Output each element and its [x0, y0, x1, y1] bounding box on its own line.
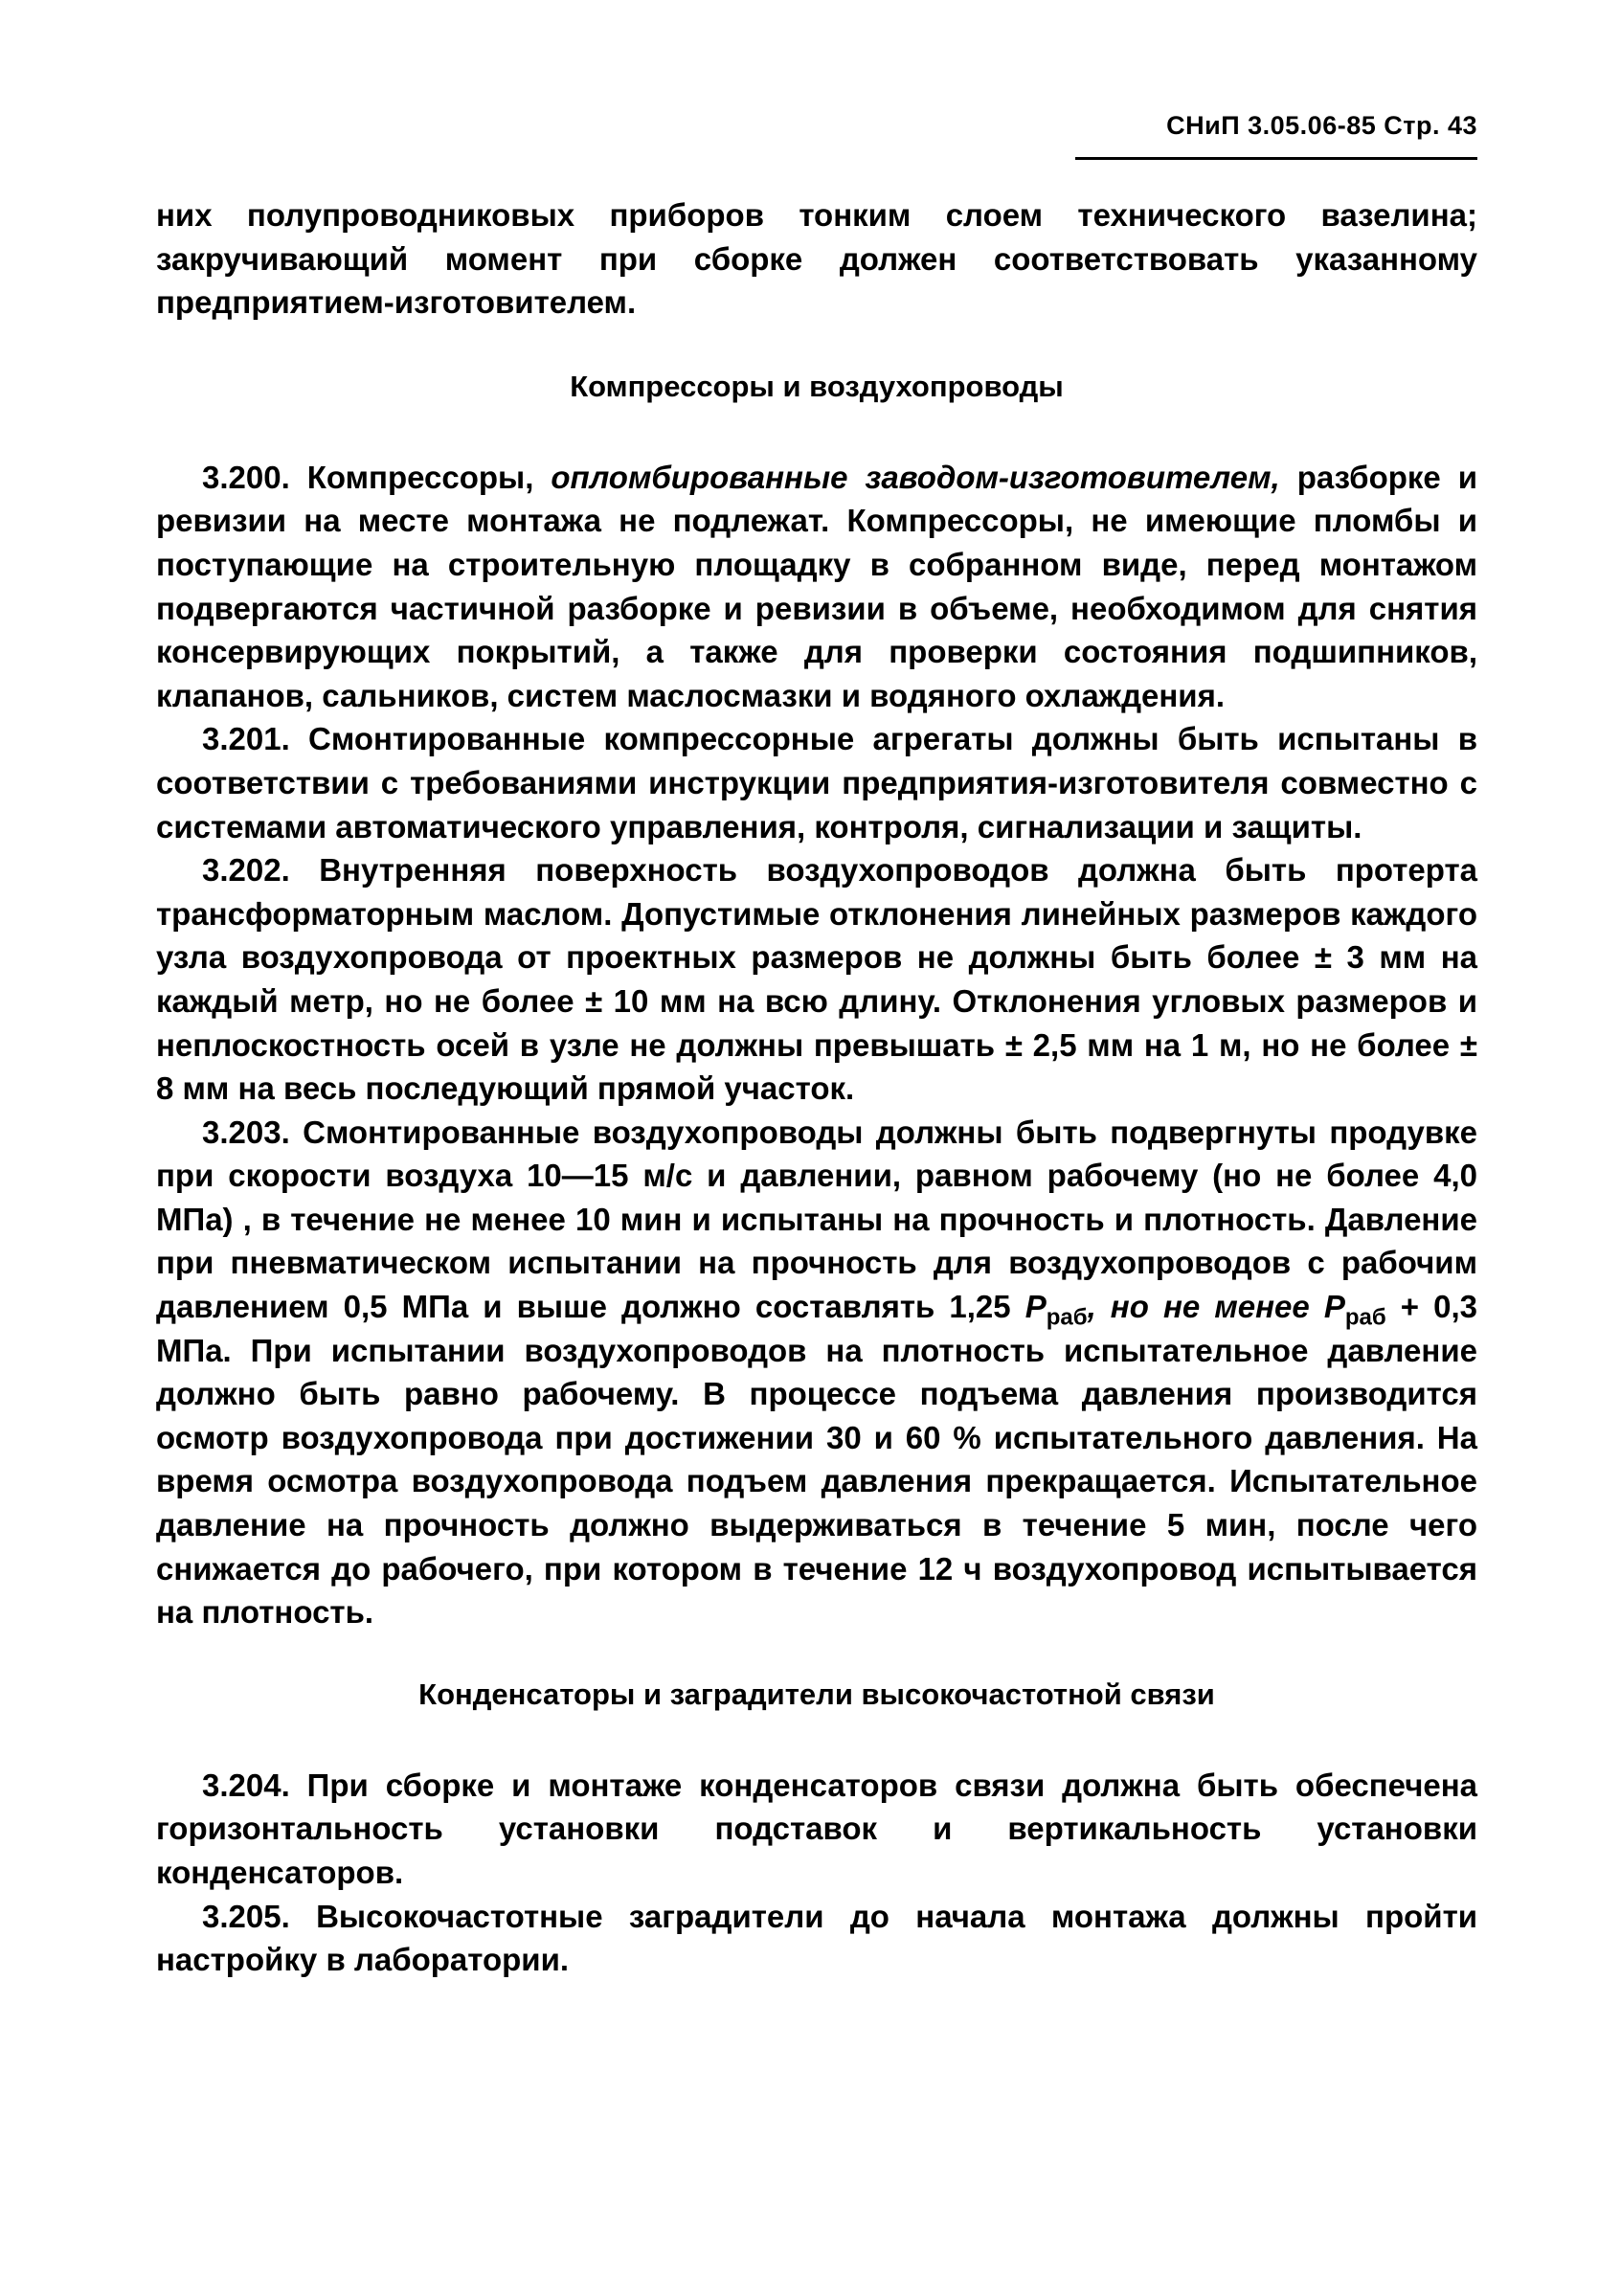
section-heading-compressors: Компрессоры и воздухопроводы	[570, 369, 1064, 403]
pressure-symbol-letter: P	[1323, 1289, 1345, 1325]
pressure-symbol-subscript: раб	[1344, 1304, 1386, 1331]
paragraph-number: 3.200.	[202, 459, 290, 495]
pressure-symbol-subscript: раб	[1046, 1304, 1088, 1331]
paragraph-text: Смонтированные воздухопроводы должны быть подвергнуты продувке при скорости воздуха 10—15 м/с и давлении, равном рабочему (но не более 4,0 МПа) , в течение не менее 10 мин и испытаны на прочность и плотность. Давление при пневматическом испытании на прочность для воздухопроводов с рабочим давлением 0,5 МПа и выше должно составлять 1,25	[156, 1114, 1478, 1325]
paragraph-3-203	[156, 1111, 1477, 1634]
paragraph-text-italic: опломбированные заводом-изготовителем,	[551, 459, 1280, 495]
document-body	[156, 193, 1477, 1982]
section-heading-capacitors: Конденсаторы и заградители высокочастотной связи	[418, 1677, 1215, 1711]
paragraph-number: 3.204.	[202, 1767, 290, 1803]
paragraph-text: разборке и ревизии на месте монтажа не подлежат. Компрессоры, не имеющие пломбы и поступающие на строительную площадку в собранном виде, перед монтажом подвергаются частичной разборке и ревизии в объеме, необходимом для снятия консервирующих покрытий, а также для проверки состояния подшипников, клапанов, сальников, систем маслосмазки и водяного охлаждения.	[156, 459, 1478, 713]
paragraph-text-italic: , но не менее	[1087, 1289, 1310, 1325]
paragraph-number: 3.201.	[202, 721, 290, 757]
paragraph-number: 3.205.	[202, 1898, 290, 1934]
paragraph-text: При сборке и монтаже конденсаторов связи должна быть обеспечена горизонтальность установки подставок и вертикальность установки конденсаторов.	[156, 1767, 1477, 1890]
paragraph-text: Высокочастотные заградители до начала монтажа должны пройти настройку в лаборатории.	[156, 1898, 1478, 1978]
paragraph-number: 3.203.	[202, 1114, 290, 1150]
paragraph-text: Смонтированные компрессорные агрегаты должны быть испытаны в соответствии с требованиями инструкции предприятия-изготовителя совместно с системами автоматического управления, контроля, сигнализации и защиты.	[156, 721, 1478, 844]
header-rule	[1075, 157, 1477, 160]
intro-paragraph: них полупроводниковых приборов тонким слоем технического вазелина; закручивающий момент при сборке должен соответствовать указанному предприятием-изготовителем.	[156, 197, 1477, 321]
pressure-symbol-letter: P	[1024, 1289, 1047, 1325]
paragraph-3-205	[156, 1895, 1477, 1982]
pressure-symbol	[1323, 1289, 1386, 1331]
paragraph-3-204	[156, 1764, 1477, 1895]
paragraph-3-200	[156, 456, 1477, 718]
paragraph-text: + 0,3 МПа. При испытании воздухопроводов на плотность испытательное давление должно быть равно рабочему. В процессе подъема давления производится осмотр воздухопровода при достижении 30 и 60 % испытательного давления. На время осмотра воздухопровода подъем давления прекращается. Испытательное давление на прочность должно выдерживаться в течение 5 мин, после чего снижается до рабочего, при котором в течение 12 ч воздухопровод испытывается на плотность.	[156, 1289, 1478, 1631]
paragraph-number: 3.202.	[202, 852, 290, 889]
paragraph-text: Компрессоры,	[306, 459, 534, 495]
paragraph-3-201	[156, 717, 1477, 848]
paragraph-3-202	[156, 848, 1477, 1111]
running-header: СНиП 3.05.06-85 Стр. 43	[1166, 111, 1477, 140]
paragraph-text: Внутренняя поверхность воздухопроводов должна быть протерта трансформаторным маслом. Допустимые отклонения линейных размеров каждого узла воздухопровода от проектных размеров не должны быть более ± 3 мм на каждый метр, но не более ± 10 мм на всю длину. Отклонения угловых размеров и неплоскостность осей в узле не должны превышать ± 2,5 мм на 1 м, но не более ± 8 мм на весь последующий прямой участок.	[156, 852, 1478, 1107]
pressure-symbol	[1024, 1289, 1088, 1331]
